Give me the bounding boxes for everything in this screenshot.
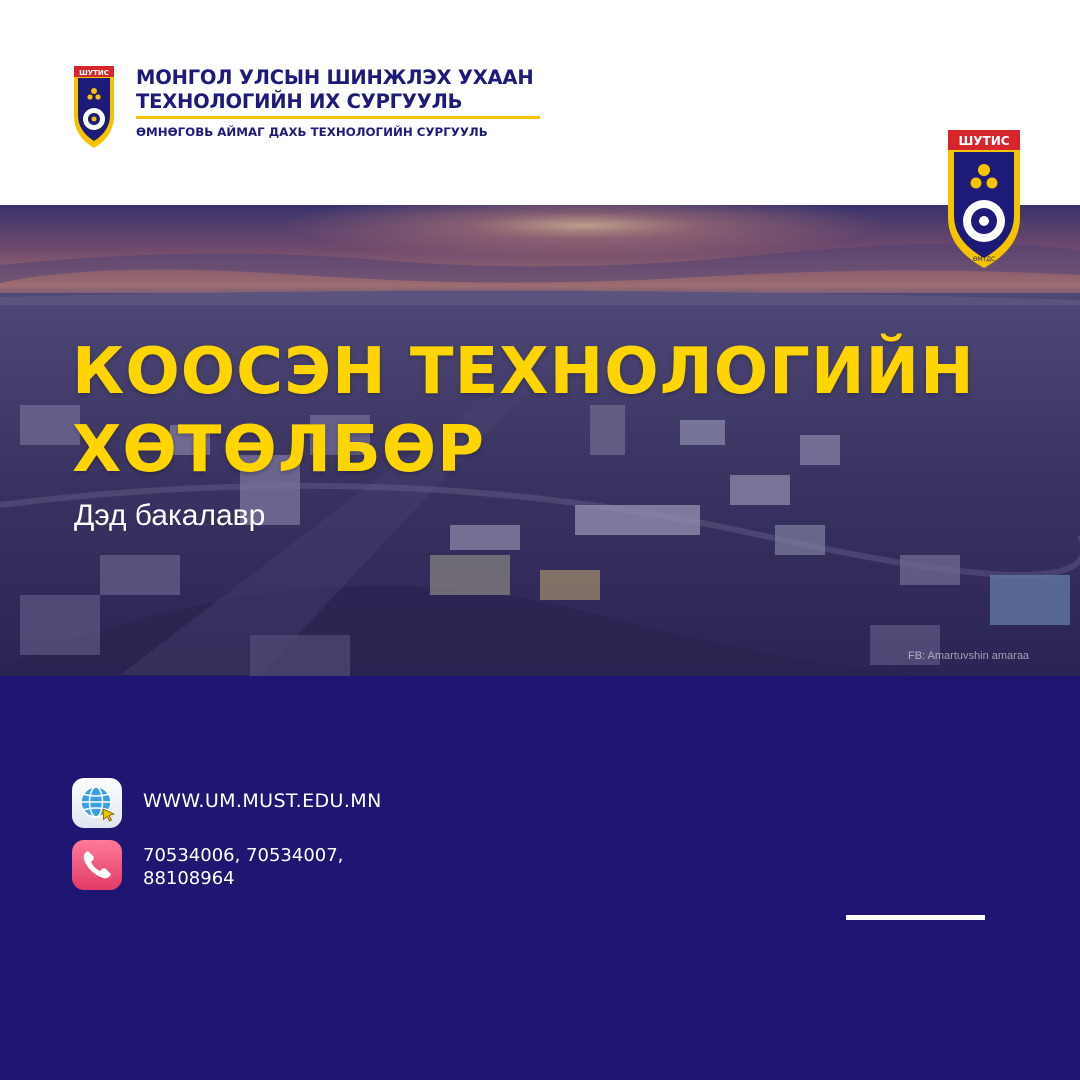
decorative-line bbox=[846, 915, 985, 920]
school-badge-icon bbox=[946, 128, 1022, 270]
photo-credit: FB: Amartuvshin amaraa bbox=[908, 650, 1030, 662]
globe-icon bbox=[72, 778, 122, 828]
phone-icon-tile[interactable] bbox=[72, 840, 122, 890]
branch-name: ӨМНӨГОВЬ АЙМАГ ДАХЬ ТЕХНОЛОГИЙН СУРГУУЛЬ bbox=[136, 125, 488, 139]
university-logo-icon bbox=[72, 64, 116, 150]
program-title-line2: ХӨТӨЛБӨР bbox=[72, 413, 486, 487]
university-name-line2: ТЕХНОЛОГИЙН ИХ СУРГУУЛЬ bbox=[136, 90, 463, 113]
degree-level: Дэд бакалавр bbox=[74, 499, 266, 532]
phone-numbers-line1: 70534006, 70534007, bbox=[143, 845, 344, 866]
web-icon-tile[interactable] bbox=[72, 778, 122, 828]
svg-text:ШУТИС: ШУТИС bbox=[958, 134, 1010, 148]
program-title bbox=[72, 333, 975, 489]
university-name bbox=[136, 66, 533, 114]
svg-text:ШУТИС: ШУТИС bbox=[79, 69, 109, 77]
website-link[interactable]: WWW.UM.MUST.EDU.MN bbox=[143, 790, 382, 812]
svg-text:ӨМТДС: ӨМТДС bbox=[972, 256, 996, 263]
phone-icon bbox=[72, 840, 122, 890]
header bbox=[0, 0, 1080, 205]
program-title-line1: КООСЭН ТЕХНОЛОГИЙН bbox=[72, 335, 975, 409]
phone-numbers-line2: 88108964 bbox=[143, 868, 235, 889]
university-name-line1: МОНГОЛ УЛСЫН ШИНЖЛЭХ УХААН bbox=[136, 66, 534, 89]
phone-numbers bbox=[143, 844, 403, 890]
header-divider bbox=[136, 116, 540, 119]
